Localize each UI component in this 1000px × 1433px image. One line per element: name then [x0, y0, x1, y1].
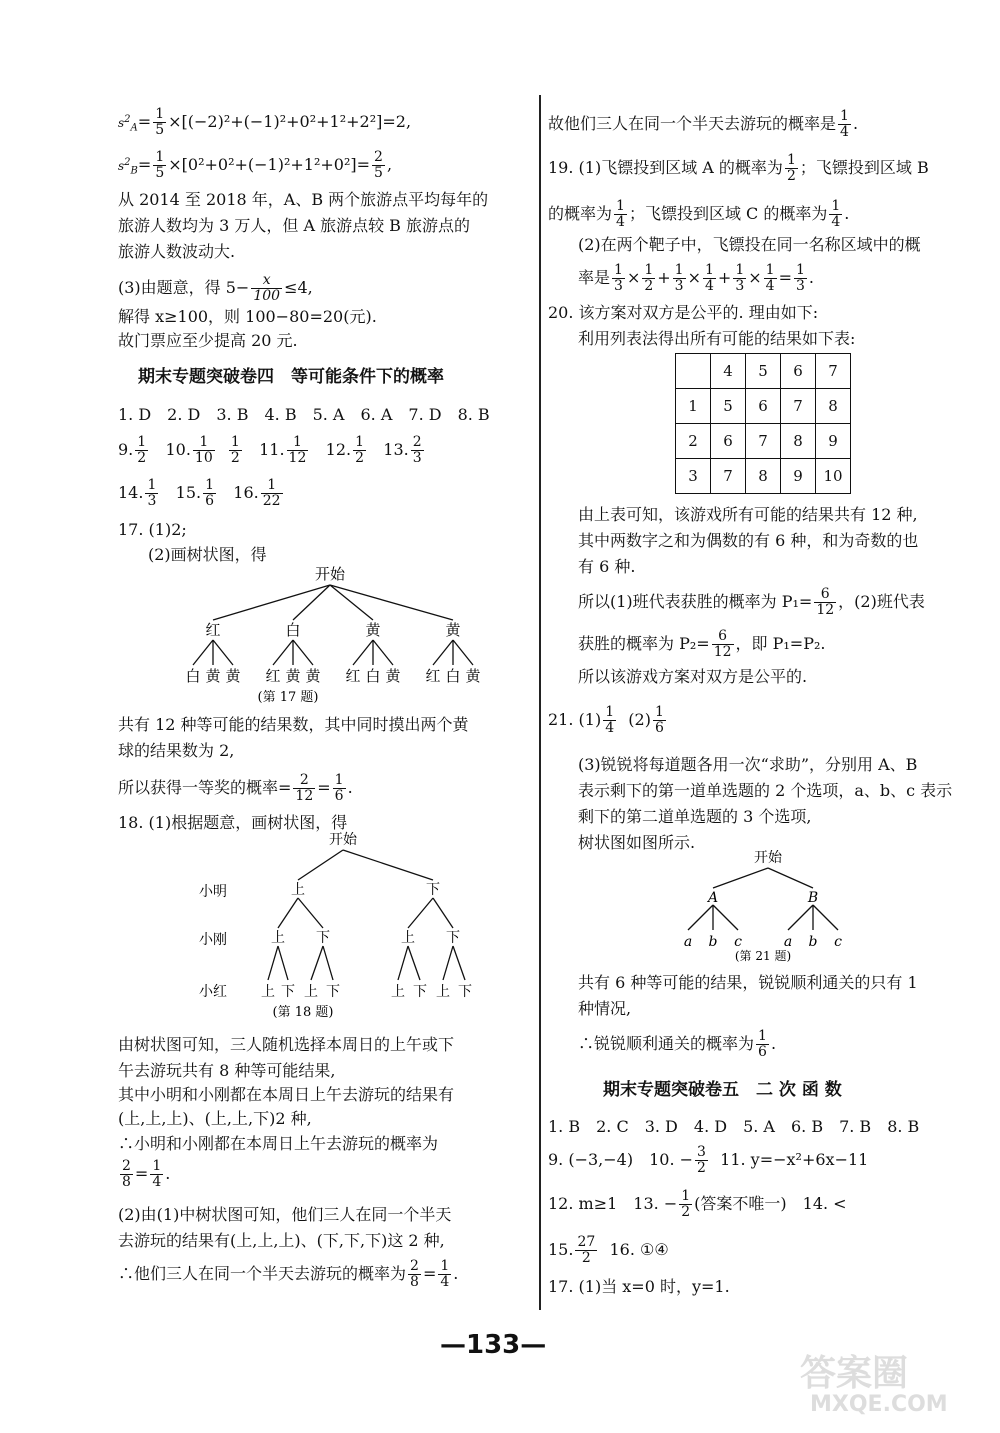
section-5-title: 期末专题突破卷五 二 次 函 数 [603, 1080, 842, 1100]
tree17-leaf: 红 [265, 667, 281, 685]
tree17-leaf: 白 [185, 667, 201, 685]
q15-label: 15. [548, 1240, 574, 1259]
fill-answers-9-13: 9. $\frac{1}{2}$ 10. $\frac{1}{10}$ $\frac{1}{2}$ 11. $\frac{1}{12}$ 12. $\frac{1}{2}$ 13. $\frac{2}{3}$ [118, 434, 422, 466]
p18a-line3: 其中小明和小刚都在本周日上午去游玩的结果有 [118, 1085, 455, 1104]
q17-right: 17. (1)当 x=0 时，y=1. [548, 1277, 730, 1296]
tree18-leaf: 上 [304, 984, 318, 1000]
tree-diagram-21 [668, 850, 868, 965]
conclude-line: 故门票应至少提高 20 元. [118, 331, 298, 350]
table-cell: 7 [711, 459, 746, 494]
p20d: 所以该游戏方案对双方是公平的. [578, 667, 808, 686]
p21b-line1: 共有 6 种等可能的结果，锐锐顺利通关的只有 1 [578, 973, 918, 992]
p20c: 获胜的概率为 P₂= $\frac{6}{12}$ ，即 P₁=P₂. [578, 628, 826, 660]
tree17-leaf: 黄 [305, 667, 321, 685]
table-cell: 5 [746, 354, 781, 389]
q16-label: 16. [233, 483, 259, 502]
p17b: 所以获得一等奖的概率= $\frac{2}{12}$ = $\frac{1}{6}$ . [118, 772, 353, 804]
tree21-l1: A [707, 890, 719, 906]
q20b: 利用列表法得出所有可能的结果如下表: [578, 329, 856, 348]
table-cell: 8 [816, 389, 851, 424]
para1-line2: 旅游人数均为 3 万人，但 A 旅游点较 B 旅游点的 [118, 216, 471, 235]
q13-label: 13. [383, 440, 409, 459]
q11-text: 11. y=−x²+6x−11 [720, 1150, 869, 1169]
p21c-text: ∴锐锐顺利通关的概率为 [578, 1034, 755, 1053]
part3-inequality: (3)由题意，得 5− $\frac{x}{100}$ ≤4, [118, 272, 313, 304]
q15-label: 15. [175, 483, 202, 502]
p17a-line2: 球的结果数为 2, [118, 741, 235, 760]
table-cell: 10 [816, 459, 851, 494]
q16-text: 16. ①④ [609, 1240, 669, 1259]
p20a-line1: 由上表可知，该游戏所有可能的结果共有 12 种, [578, 505, 918, 524]
p20c2-text: ，即 P₁=P₂. [735, 634, 826, 653]
q21b-label: (2) [628, 710, 651, 729]
table-cell: 9 [781, 459, 816, 494]
table-cell: 7 [746, 424, 781, 459]
tree21-root: 开始 [754, 850, 782, 866]
p17b-pre: 所以获得一等奖的概率= [118, 778, 292, 797]
q19d: 率是 $\frac{1}{3}$ × $\frac{1}{2}$ + $\frac{1}{3}$ × $\frac{1}{4}$ + $\frac{1}{3}$ × $\frac{1}{4}$ = $\frac{1}{3}$ . [578, 262, 814, 294]
p20b: 所以(1)班代表获胜的概率为 P₁= $\frac{6}{12}$ ，(2)班代表 [578, 586, 925, 618]
tree18-mid: 下 [316, 930, 330, 946]
tree18-top: 下 [426, 882, 440, 898]
tree21-l1: B [807, 890, 819, 906]
tree18-mid: 上 [271, 930, 285, 946]
part3-pre: (3)由题意，得 5− [118, 278, 250, 297]
p18a-line2: 午去游玩共有 8 种等可能结果, [118, 1061, 336, 1080]
q17-line: 17. (1)2; [118, 520, 187, 539]
mc-answers-5: 1. B 2. C 3. D 4. D 5. A 6. B 7. B 8. B [548, 1117, 920, 1136]
sum-table [675, 353, 851, 494]
table-cell: 6 [746, 389, 781, 424]
table-row [676, 354, 851, 389]
fill-answers-14-16: 14. $\frac{1}{3}$ 15. $\frac{1}{6}$ 16. $\frac{1}{22}$ [118, 477, 281, 509]
q10-label: 10. [165, 440, 191, 459]
r1-text: 故他们三人在同一个半天去游玩的概率是 [548, 114, 837, 133]
q9-label: 9. [118, 440, 134, 459]
q19c: (2)在两个靶子中，飞镖投在同一名称区域中的概 [578, 235, 921, 254]
q12-13-text: 12. m≥1 13. − [548, 1194, 678, 1213]
p21a-line3: 剩下的第二道单选题的 3 个选项, [578, 807, 812, 826]
table-cell: 1 [676, 389, 711, 424]
p20a-line3: 有 6 种. [578, 557, 636, 576]
p20a-line2: 其中两数字之和为偶数的有 6 种，和为奇数的也 [578, 531, 919, 550]
tree21-leaf: c [834, 934, 842, 950]
table-row [676, 459, 851, 494]
table-cell [676, 354, 711, 389]
page-number: —133— [440, 1330, 547, 1360]
tree17-leaf: 红 [425, 667, 441, 685]
table-cell: 3 [676, 459, 711, 494]
q19b: 的概率为 [548, 204, 613, 223]
table-cell: 6 [781, 354, 816, 389]
p21a-line4: 树状图如图所示. [578, 833, 696, 852]
p18b-line2: 去游玩的结果有(上,上,上)、(下,下,下)这 2 种, [118, 1231, 445, 1250]
q11-label: 11. [259, 440, 285, 459]
tree17-leaf: 白 [445, 667, 461, 685]
tree17-leaf: 黄 [205, 667, 221, 685]
column-divider [539, 95, 541, 1310]
tree17-l1-2: 黄 [365, 621, 381, 639]
tree18-top: 上 [291, 882, 305, 898]
tree17-caption: (第 17 题) [257, 690, 319, 705]
tree17-l1-3: 黄 [445, 621, 461, 639]
q21-label: 21. (1) [548, 710, 602, 729]
q19a2: ；飞镖投到区域 B [799, 158, 929, 177]
table-cell: 5 [711, 389, 746, 424]
p20b-text: 所以(1)班代表获胜的概率为 P₁= [578, 592, 813, 611]
section-4-title: 期末专题突破卷四 等可能条件下的概率 [138, 367, 444, 387]
tree21-leaf: b [808, 934, 818, 950]
tree18-caption: (第 18 题) [272, 1005, 334, 1020]
table-cell: 9 [816, 424, 851, 459]
tree18-leaf: 上 [436, 984, 450, 1000]
p20b2-text: ，(2)班代表 [838, 592, 925, 611]
tree17-l1-1: 白 [285, 621, 301, 639]
table-cell: 8 [781, 424, 816, 459]
p21c: ∴锐锐顺利通关的概率为 $\frac{1}{6}$ . [578, 1028, 777, 1060]
table-cell: 2 [676, 424, 711, 459]
variance-a-expr: ×[(−2)²+(−1)²+0²+1²+2²]=2, [168, 112, 412, 131]
tree18-mid: 下 [446, 930, 460, 946]
tree17-root: 开始 [314, 565, 346, 583]
tree17-l1-0: 红 [205, 621, 221, 639]
q19-line1: 19. (1)飞镖投到区域 A 的概率为 $\frac{1}{2}$ ；飞镖投到区域 B [548, 152, 929, 184]
table-cell: 7 [781, 389, 816, 424]
p18a-line5: ∴小明和小刚都在本周日上午去游玩的概率为 [118, 1134, 439, 1153]
q19-line2: 的概率为 $\frac{1}{4}$ ；飞镖投到区域 C 的概率为 $\frac{1}{4}$ . [548, 198, 850, 230]
tree18-leaf: 下 [281, 984, 295, 1000]
tree18-leaf: 下 [326, 984, 340, 1000]
q19d-text: 率是 [578, 268, 611, 287]
part3-post: ≤4, [284, 278, 313, 297]
para1-line1: 从 2014 至 2018 年，A、B 两个旅游点平均每年的 [118, 190, 489, 209]
variance-b-expr: ×[0²+0²+(−1)²+1²+0²]= [168, 155, 371, 174]
table-cell: 8 [746, 459, 781, 494]
table-cell: 4 [711, 354, 746, 389]
table-cell: 7 [816, 354, 851, 389]
tree-diagram-18 [193, 830, 503, 1030]
tree18-mid: 上 [401, 930, 415, 946]
fill-answers-15-16: 15. $\frac{27}{2}$ 16. ①④ [548, 1234, 669, 1266]
tree21-leaf: b [708, 934, 718, 950]
q14-label: 14. [118, 483, 144, 502]
tree18-leaf: 上 [261, 984, 275, 1000]
mc-answers-4: 1. D 2. D 3. B 4. B 5. A 6. A 7. D 8. B [118, 405, 490, 424]
q18-line: 18. (1)根据题意，画树状图，得 [118, 813, 348, 832]
tree18-leaf: 下 [458, 984, 472, 1000]
q9-10-text: 9. (−3,−4) 10. − [548, 1150, 694, 1169]
q20: 20. 该方案对双方是公平的. 理由如下: [548, 303, 819, 322]
q12-label: 12. [325, 440, 352, 459]
variance-b: $s^2_B=$ $\frac{1}{5}$ ×[0²+0²+(−1)²+1²+0²]= $\frac{2}{5}$ , [118, 149, 393, 181]
tree18-label-xiaogang: 小刚 [199, 932, 227, 948]
p18a-fraction: $\frac{2}{8}$ = $\frac{1}{4}$ . [122, 1158, 171, 1190]
tree18-label-xiaoming: 小明 [199, 884, 227, 900]
fill-answers-12-14: 12. m≥1 13. − $\frac{1}{2}$ (答案不唯一) 14. < [548, 1188, 847, 1220]
r1: 故他们三人在同一个半天去游玩的概率是 $\frac{1}{4}$ . [548, 108, 859, 140]
tree21-leaf: a [683, 934, 693, 950]
tree17-leaf: 黄 [285, 667, 301, 685]
tree18-leaf: 下 [413, 984, 427, 1000]
tree17-leaf: 红 [345, 667, 361, 685]
tree17-leaf: 黄 [225, 667, 241, 685]
tree18-leaf: 上 [391, 984, 405, 1000]
p21a-line1: (3)锐锐将每道题各用一次“求助”，分别用 A、B [578, 755, 918, 774]
p18a-line1: 由树状图可知，三人随机选择本周日的上午或下 [118, 1035, 455, 1054]
tree21-leaf: c [734, 934, 742, 950]
q19b2: ；飞镖投到区域 C 的概率为 [628, 204, 828, 223]
solve-line: 解得 x≥100，则 100−80=20(元). [118, 307, 377, 326]
q19a: 19. (1)飞镖投到区域 A 的概率为 [548, 158, 783, 177]
p20c-text: 获胜的概率为 P₂= [578, 634, 710, 653]
tree17-leaf: 黄 [465, 667, 481, 685]
fill-answers-9-11: 9. (−3,−4) 10. − $\frac{3}{2}$ 11. y=−x²+6x−11 [548, 1144, 869, 1176]
table-row [676, 424, 851, 459]
p21b-line2: 种情况, [578, 999, 632, 1018]
q13-14-text: (答案不唯一) 14. < [694, 1194, 847, 1213]
p17a-line1: 共有 12 种等可能的结果数，其中同时摸出两个黄 [118, 715, 469, 734]
p18c: ∴他们三人在同一个半天去游玩的概率为 $\frac{2}{8}$ = $\frac{1}{4}$ . [118, 1258, 459, 1290]
watermark-logo: 答案圈 [800, 1353, 909, 1394]
table-cell: 6 [711, 424, 746, 459]
tree21-caption: (第 21 题) [734, 949, 792, 963]
tree18-root: 开始 [329, 832, 357, 848]
p18c-text: ∴他们三人在同一个半天去游玩的概率为 [118, 1264, 407, 1283]
table-row [676, 389, 851, 424]
tree21-leaf: a [783, 934, 793, 950]
q17-part2: (2)画树状图，得 [148, 545, 267, 564]
para1-line3: 旅游人数波动大. [118, 242, 236, 261]
tree-diagram-17 [168, 565, 498, 715]
tree17-leaf: 黄 [385, 667, 401, 685]
p21a-line2: 表示剩下的第一道单选题的 2 个选项，a、b、c 表示 [578, 781, 953, 800]
p18a-line4: (上,上,上)、(上,上,下)2 种, [118, 1109, 312, 1128]
q21-line: 21. (1) $\frac{1}{4}$ (2) $\frac{1}{6}$ [548, 704, 664, 736]
variance-a: $s^2_A=$ $\frac{1}{5}$ ×[(−2)²+(−1)²+0²+1²+2²]=2, [118, 106, 412, 138]
tree17-leaf: 白 [365, 667, 381, 685]
watermark-url: MXQE.COM [810, 1392, 948, 1417]
tree18-label-xiaohong: 小红 [199, 984, 227, 1000]
p18b-line1: (2)由(1)中树状图可知，他们三人在同一个半天 [118, 1205, 452, 1224]
